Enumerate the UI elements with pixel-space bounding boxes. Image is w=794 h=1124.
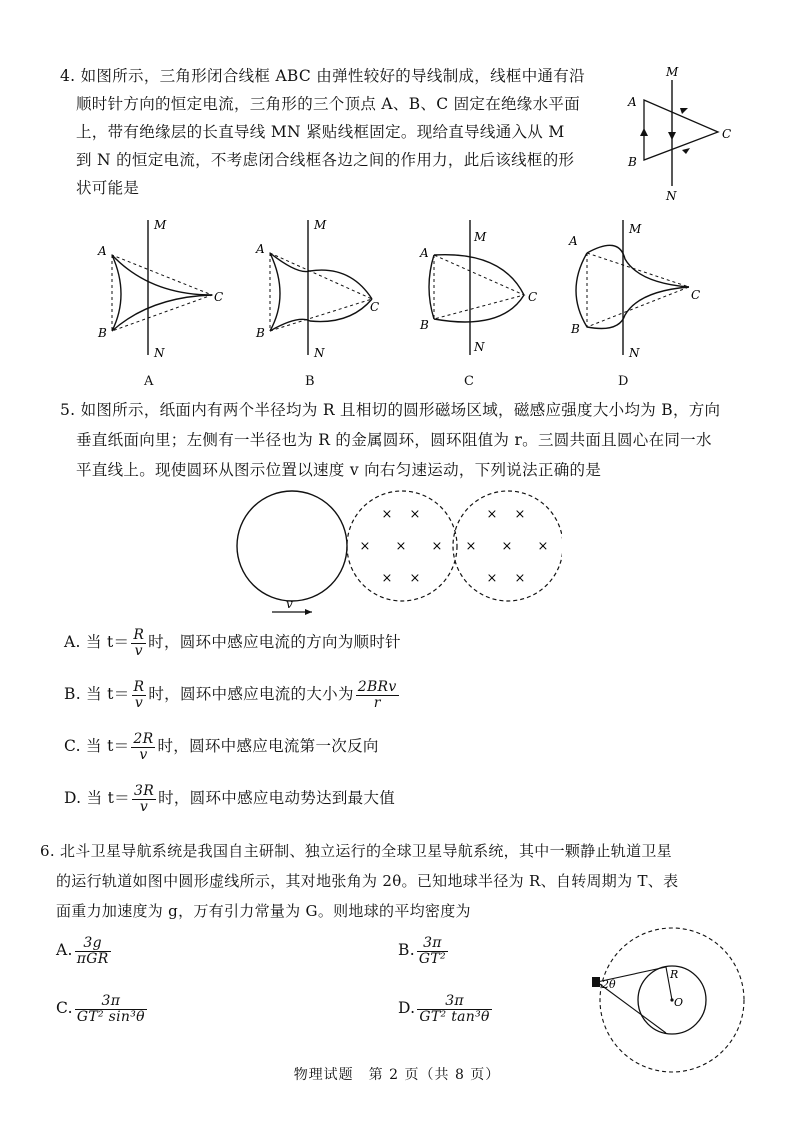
q4-main-figure: [620, 60, 740, 210]
svg-text:B: B: [420, 318, 429, 332]
svg-text:C: C: [214, 290, 224, 304]
svg-text:×: ×: [431, 539, 443, 554]
label-M: M: [666, 65, 679, 79]
svg-text:N: N: [314, 346, 325, 360]
q6-option-a: A. $\frac{3g}{\text{πGR}}$: [56, 935, 109, 967]
svg-text:×: ×: [465, 539, 477, 554]
q6-option-b: B. $\frac{3\pi}{\text{GT²}}$: [398, 935, 446, 967]
q6-option-d: D. $\frac{3\pi}{\text{GT² tan³θ}}$: [398, 993, 490, 1025]
svg-text:A: A: [420, 246, 429, 260]
q6-option-c: C. $\frac{3\pi}{\text{GT² sin³θ}}$: [56, 993, 145, 1025]
q5-option-d: D. 当 t＝ $\frac{3R}{v}$ 时，圆环中感应电动势达到最大值: [64, 783, 396, 815]
svg-text:N: N: [629, 346, 640, 360]
svg-text:×: ×: [486, 571, 498, 586]
q4-line-4: 到 N 的恒定电流，不考虑闭合线框各边之间的作用力，此后该线框的形: [76, 151, 575, 169]
q4-option-b-label: B: [305, 374, 315, 389]
svg-text:×: ×: [359, 539, 371, 554]
svg-text:×: ×: [409, 507, 421, 522]
field-marks: [360, 507, 549, 586]
svg-text:A: A: [98, 244, 107, 258]
q5-option-b: B. 当 t＝ $\frac{R}{v}$ 时，圆环中感应电流的大小为 $\frac{\text{2BRv}}{r}$: [64, 679, 397, 711]
q5-option-c: C. 当 t＝ $\frac{2R}{v}$ 时，圆环中感应电流第一次反向: [64, 731, 379, 763]
svg-text:×: ×: [486, 507, 498, 522]
svg-text:×: ×: [501, 539, 513, 554]
svg-text:M: M: [474, 230, 487, 244]
q4-option-b-figure: [250, 215, 390, 365]
q5-option-a: A. 当 t＝ $\frac{R}{v}$ 时，圆环中感应电流的方向为顺时针: [64, 627, 401, 659]
metal-ring: [237, 491, 347, 601]
svg-text:C: C: [691, 288, 701, 302]
svg-text:A: A: [256, 242, 265, 256]
label-N: N: [666, 189, 677, 203]
q4-option-c-figure: [418, 215, 558, 365]
center-label: O: [674, 996, 684, 1009]
q4-line-1: 4. 如图所示，三角形闭合线框 ABC 由弹性较好的导线制成，线框中通有沿: [60, 67, 585, 85]
svg-text:B: B: [571, 322, 580, 336]
svg-text:M: M: [314, 218, 327, 232]
q6-line-3: 面重力加速度为 g，万有引力常量为 G。则地球的平均密度为: [56, 902, 471, 920]
radius-label: R: [670, 968, 679, 981]
label-B: B: [628, 155, 637, 169]
svg-text:A: A: [569, 234, 578, 248]
satellite-icon: [592, 977, 600, 987]
page-footer: 物理试题 第 2 页（共 8 页）: [293, 1067, 501, 1083]
q4-line-2: 顺时针方向的恒定电流，三角形的三个顶点 A、B、C 固定在绝缘水平面: [76, 95, 580, 113]
svg-text:C: C: [528, 290, 538, 304]
q5-line-2: 垂直纸面向里；左侧有一半径也为 R 的金属圆环，圆环阻值为 r。三圆共面且圆心在同一水: [76, 431, 712, 449]
svg-text:M: M: [154, 218, 167, 232]
svg-text:×: ×: [381, 571, 393, 586]
angle-label: 2θ: [602, 978, 616, 991]
svg-text:×: ×: [409, 571, 421, 586]
q6-figure: [584, 922, 754, 1082]
svg-text:M: M: [629, 222, 642, 236]
q6-line-2: 的运行轨道如图中圆形虚线所示，其对地张角为 2θ。已知地球半径为 R、自转周期为 T、表: [56, 872, 679, 890]
q4-option-d-label: D: [618, 374, 629, 389]
label-A: A: [628, 95, 637, 109]
svg-text:N: N: [474, 340, 485, 354]
q5-line-3: 平直线上。现使圆环从图示位置以速度 v 向右匀速运动，下列说法正确的是: [76, 461, 602, 479]
svg-text:×: ×: [514, 571, 526, 586]
svg-text:N: N: [154, 346, 165, 360]
q5-figure: [232, 488, 562, 618]
q6-line-1: 6. 北斗卫星导航系统是我国自主研制、独立运行的全球卫星导航系统，其中一颗静止轨道卫星: [40, 842, 672, 860]
q4-line-5: 状可能是: [76, 179, 140, 197]
svg-text:B: B: [98, 326, 107, 340]
q4-option-a-label: A: [144, 374, 154, 389]
svg-text:×: ×: [514, 507, 526, 522]
svg-text:C: C: [370, 300, 380, 314]
svg-text:B: B: [256, 326, 265, 340]
svg-text:×: ×: [381, 507, 393, 522]
svg-text:×: ×: [537, 539, 549, 554]
q5-line-1: 5. 如图所示，纸面内有两个半径均为 R 且相切的圆形磁场区域，磁感应强度大小均为 B，方向: [60, 401, 721, 419]
q4-option-d-figure: [565, 215, 715, 365]
velocity-label: v: [286, 597, 293, 611]
q4-line-3: 上，带有绝缘层的长直导线 MN 紧贴线框固定。现给直导线通入从 M: [76, 123, 565, 141]
q4-option-a-figure: [90, 215, 230, 365]
q4-option-c-label: C: [464, 374, 474, 389]
label-C: C: [722, 127, 732, 141]
svg-text:×: ×: [395, 539, 407, 554]
